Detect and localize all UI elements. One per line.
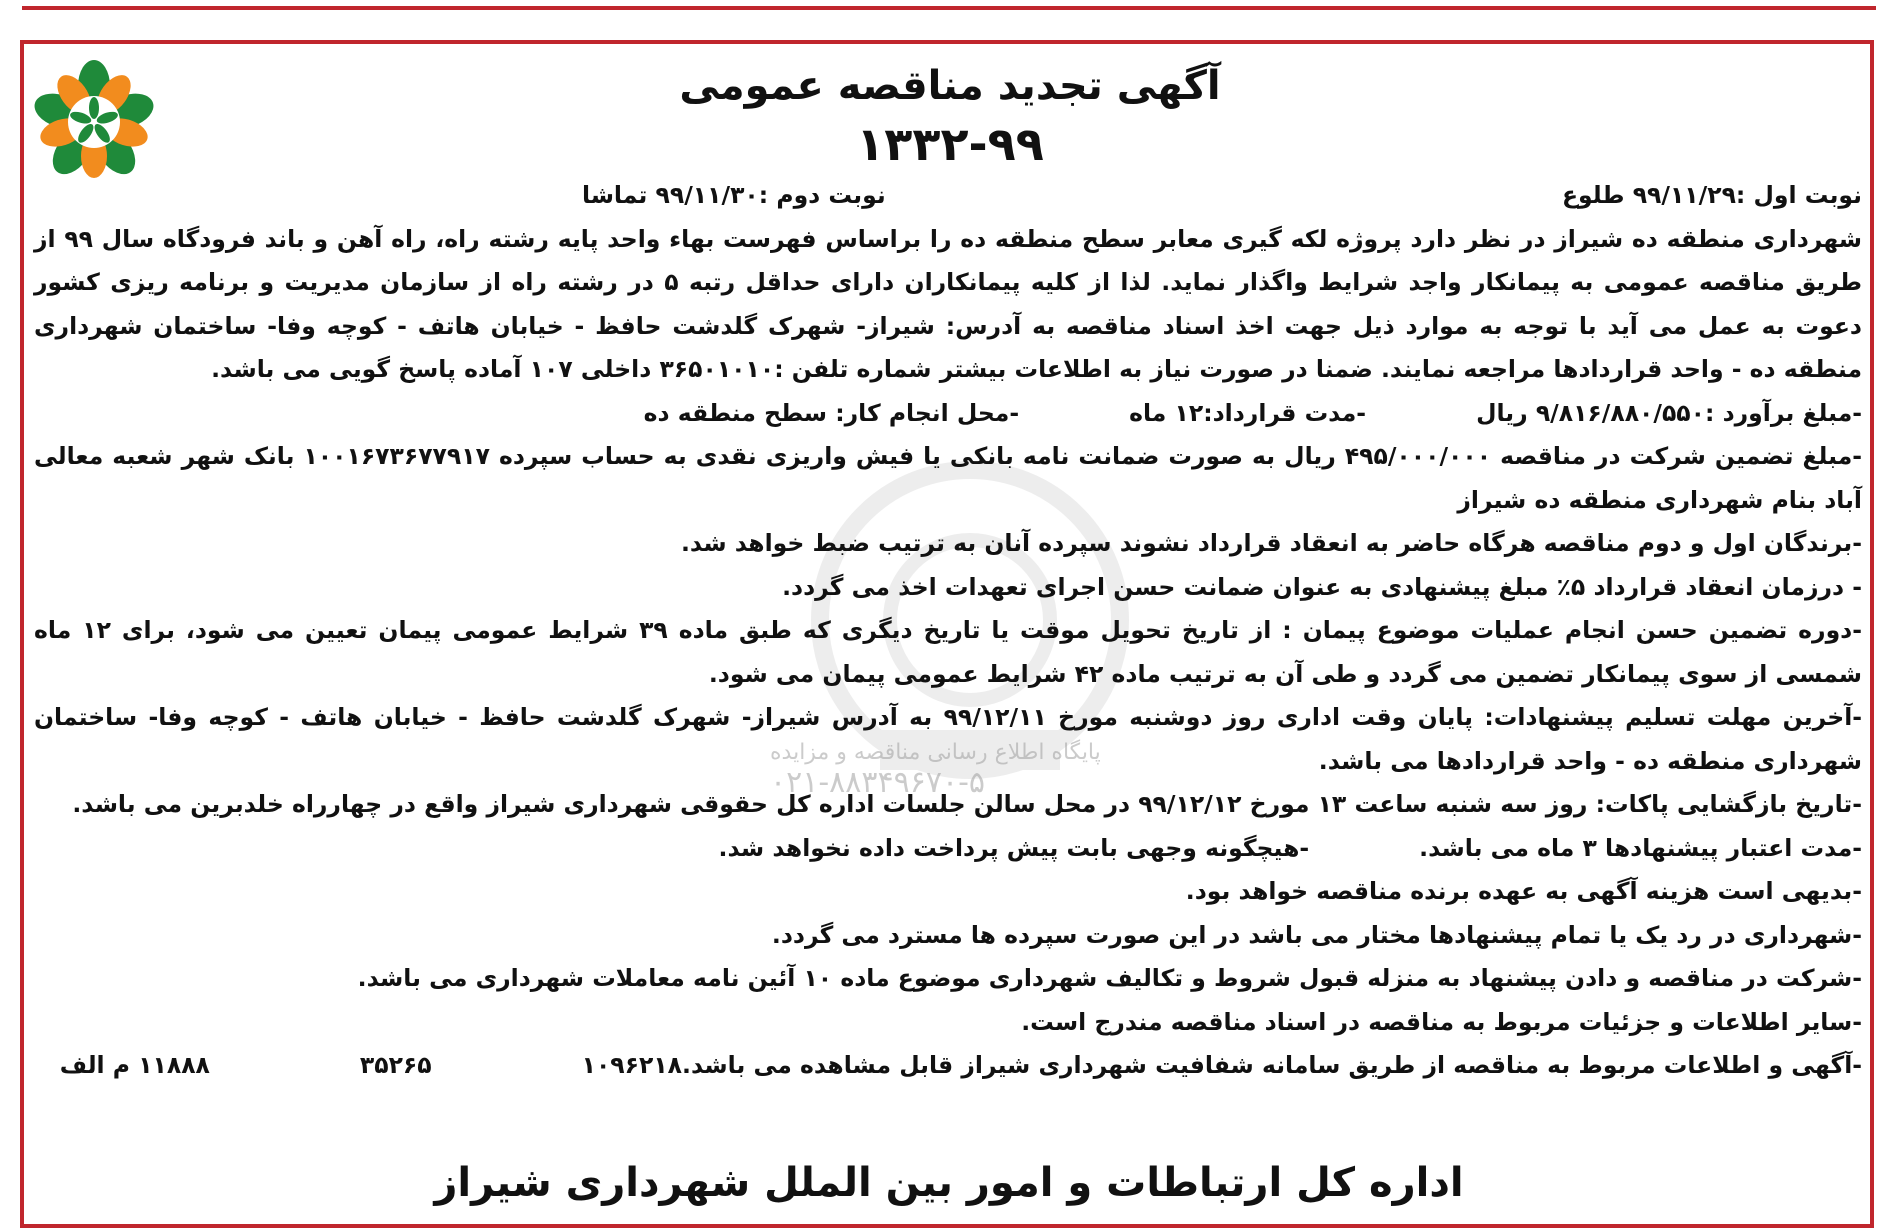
shiraz-municipality-logo-icon bbox=[30, 58, 158, 186]
clause-rejection: -شهرداری در رد یک یا تمام پیشنهادها مختار می باشد در این صورت سپرده ها مسترد می گردد. bbox=[771, 920, 1862, 949]
second-publication: نوبت دوم :۹۹/۱۱/۳۰ تماشا bbox=[582, 181, 886, 209]
contract-duration: -مدت قرارداد:۱۲ ماه bbox=[1129, 398, 1367, 427]
clause-warranty: -دوره تضمین حسن انجام عملیات موضوع پیمان : از تاریخ تحویل موقت یا تاریخ دیگری که طبق ماده ۳۹ شرایط عمومی پیمان تعیین می شود، برای ۱۲ ماه شمسی از سوی پیمانکار تضمین می گردد و طی آن به ترتیب ماده ۴۲ شرایط عمومی پیمان می شود. bbox=[34, 616, 1862, 688]
clause-deadline: -آخرین مهلت تسلیم پیشنهادات: پایان وقت اداری روز دوشنبه مورخ ۹۹/۱۲/۱۱ به آدرس شیراز- شهرک گلدشت حافظ - خیابان هاتف - کوچه وفا- ساختمان شهرداری منطقه ده - واحد قراردادها می باشد. bbox=[34, 703, 1862, 775]
clause-opening: -تاریخ بازگشایی پاکات: روز سه شنبه ساعت ۱۳ مورخ ۹۹/۱۲/۱۲ در محل سالن جلسات اداره کل حقوقی شهرداری شیراز واقع در چهارراه خلدبرین می باشد. bbox=[72, 790, 1862, 818]
clause-guarantee: -مبلغ تضمین شرکت در مناقصه ۴۹۵/۰۰۰/۰۰۰ ریال به صورت ضمانت نامه بانکی یا فیش واریزی نقدی به حساب سپرده ۱۰۰۱۶۷۳۶۷۷۹۱۷ بانک شهر شعبه معالی آباد بنام شهرداری منطقه ده شیراز bbox=[34, 442, 1863, 514]
reference-codes bbox=[60, 1044, 682, 1088]
clause-acceptance: -شرکت در مناقصه و دادن پیشنهاد به منزله قبول شروط و تکالیف شهرداری موضوع ماده ۱۰ آئین نامه معاملات شهرداری می باشد. bbox=[357, 964, 1862, 992]
clause-performance: - درزمان انعقاد قرارداد ۵٪ مبلغ پیشنهادی به عنوان ضمانت حسن اجرای تعهدات اخذ می گردد. bbox=[782, 572, 1862, 601]
notice-number: ۱۳۳۲-۹۹ bbox=[856, 117, 1044, 171]
transparency-row bbox=[59, 1044, 1862, 1088]
top-border-rule bbox=[22, 0, 1876, 10]
code-1: ۱۰۹۶۲۱۸ bbox=[581, 1051, 683, 1079]
notice-title: آگهی تجدید مناقصه عمومی bbox=[679, 63, 1221, 109]
code-3: ۱۱۸۸۸ م الف bbox=[59, 1051, 210, 1079]
clause-transparency: -آگهی و اطلاعات مربوط به مناقصه از طریق سامانه شفافیت شهرداری شیراز قابل مشاهده می باشد. bbox=[682, 1051, 1862, 1079]
clause-prepayment: -هیچگونه وجهی بابت پیش پرداخت داده نخواهد شد. bbox=[718, 833, 1310, 862]
publication-dates bbox=[582, 174, 1862, 218]
code-2: ۳۵۲۶۵ bbox=[359, 1051, 432, 1079]
estimate-row bbox=[34, 392, 1862, 436]
work-location: -محل انجام کار: سطح منطقه ده bbox=[643, 398, 1020, 427]
first-publication: نوبت اول :۹۹/۱۱/۲۹ طلوع bbox=[1561, 181, 1862, 209]
clause-validity: -مدت اعتبار پیشنهادها ۳ ماه می باشد. bbox=[1419, 833, 1862, 862]
intro-paragraph: شهرداری منطقه ده شیراز در نظر دارد پروژه لکه گیری معابر سطح منطقه ده را براساس فهرست بهاء واحد پایه رشته راه، راه آهن و باند فرودگاه سال ۹۹ از طریق مناقصه عمومی به پیمانکار واجد شرایط واگذار نماید. لذا از کلیه پیمانکاران دارای حداقل رتبه ۵ در رشته راه از سازمان مدیریت و برنامه ریزی کشور دعوت به عمل می آید با توجه به موارد ذیل جهت اخذ اسناد مناقصه به آدرس: شیراز- شهرک گلدشت حافظ - خیابان هاتف - کوچه وفا- ساختمان شهرداری منطقه ده - واحد قراردادها مراجعه نمایند. ضمنا در صورت نیاز به اطلاعات بیشتر شماره تلفن :۳۶۵۰۱۰۱۰ داخلی ۱۰۷ آماده پاسخ گویی می باشد. bbox=[34, 224, 1862, 383]
clause-winners: -برندگان اول و دوم مناقصه هرگاه حاضر به انعقاد قرارداد نشوند سپرده آنان به ترتیب ضبط خواهد شد. bbox=[680, 529, 1862, 557]
estimate-amount: -مبلغ برآورد :۹/۸۱۶/۸۸۰/۵۵۰ ریال bbox=[1476, 398, 1862, 427]
issuer-footer: اداره کل ارتباطات و امور بین الملل شهرداری شیراز bbox=[434, 1160, 1464, 1206]
notice-body bbox=[34, 174, 1862, 1088]
clause-ad-cost: -بدیهی است هزینه آگهی به عهده برنده مناقصه خواهد بود. bbox=[1185, 877, 1862, 905]
validity-row bbox=[34, 827, 1862, 871]
title-block bbox=[420, 58, 1480, 174]
clause-other-info: -سایر اطلاعات و جزئیات مربوط به مناقصه در اسناد مناقصه مندرج است. bbox=[1021, 1007, 1862, 1036]
watermark-text: پایگاه اطلاع رسانی مناقصه و مزایده ۰۲۱-۸۸۳۴۹۶۷۰-۵ bbox=[770, 740, 1101, 800]
